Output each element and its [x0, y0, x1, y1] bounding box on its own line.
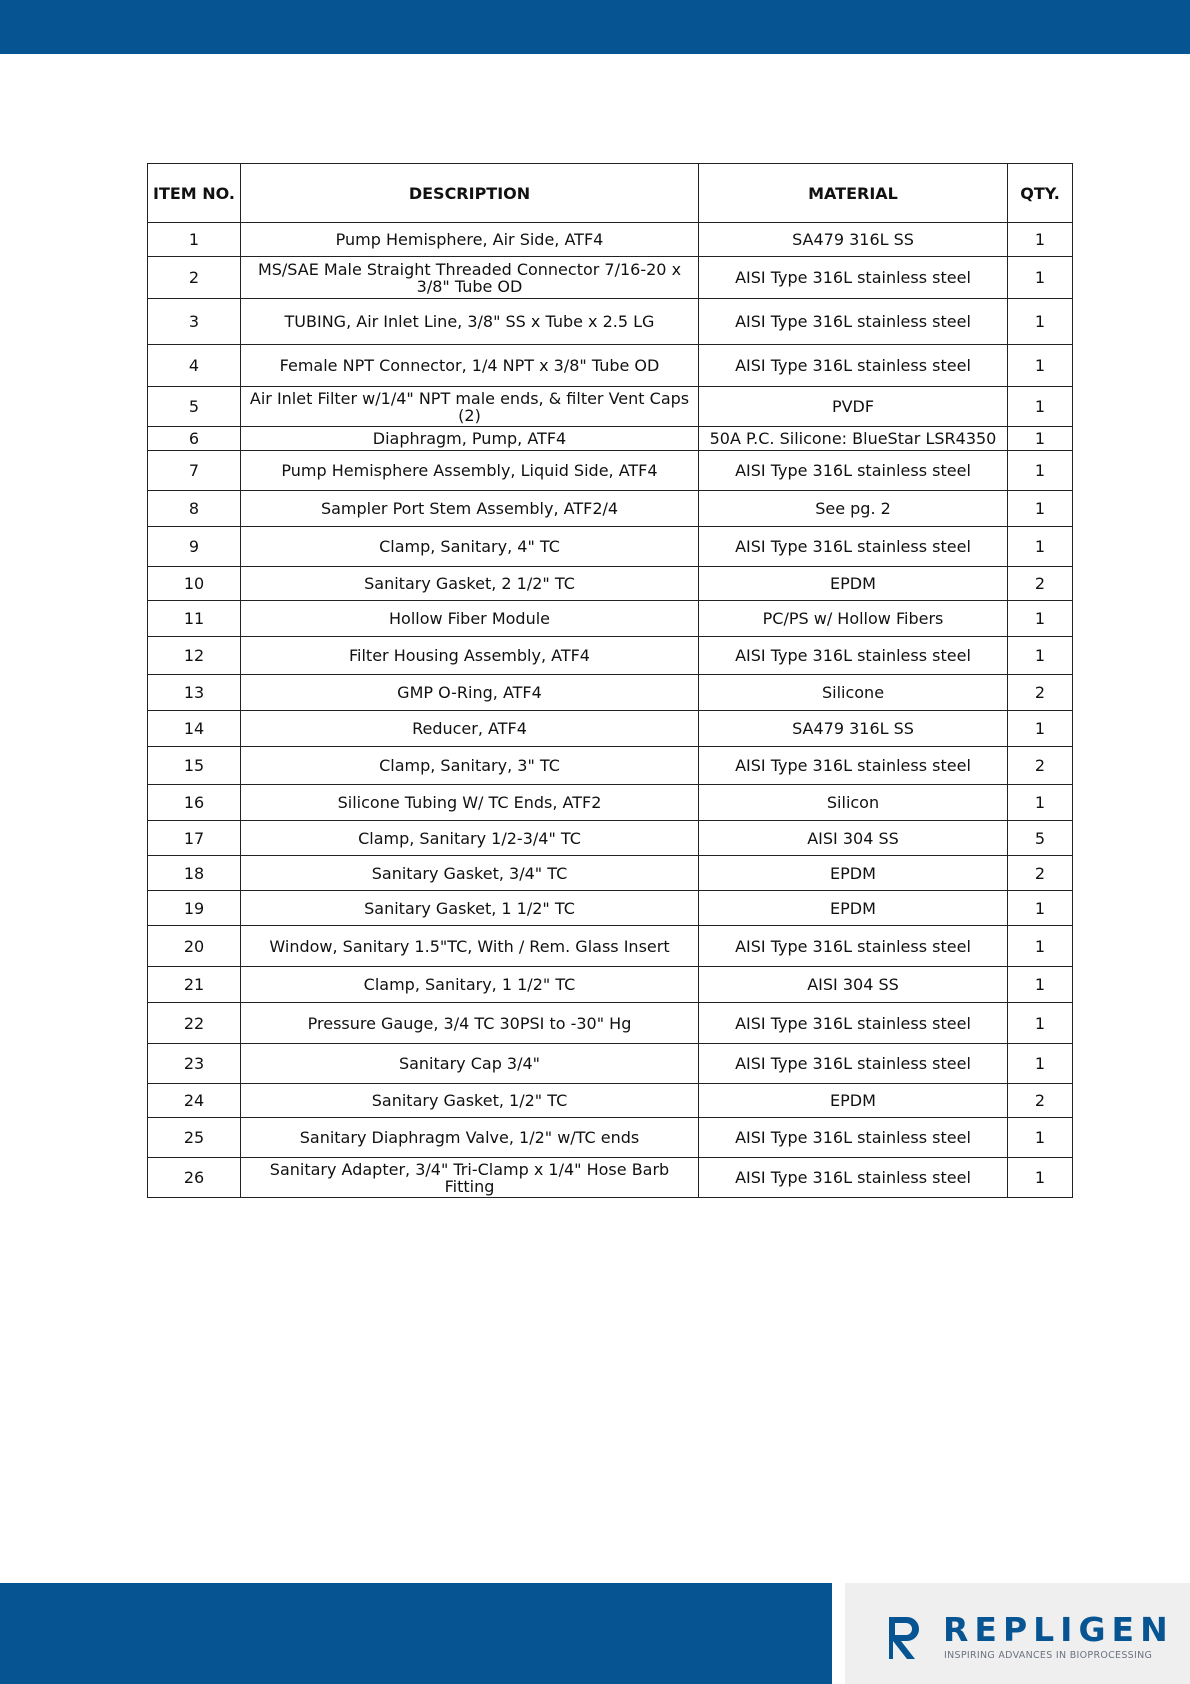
cell-qty: 1: [1008, 785, 1073, 821]
table-row: [148, 1003, 1073, 1044]
cell-qty: 2: [1008, 675, 1073, 711]
cell-item-no: 13: [148, 675, 241, 711]
table-row: [148, 257, 1073, 299]
cell-qty: 1: [1008, 527, 1073, 567]
cell-item-no: 6: [148, 427, 241, 451]
cell-item-no: 5: [148, 387, 241, 427]
cell-material: EPDM: [699, 856, 1008, 891]
table-row: [148, 637, 1073, 675]
header-item-no: ITEM NO.: [148, 164, 241, 223]
cell-material: AISI Type 316L stainless steel: [699, 1044, 1008, 1084]
cell-material: AISI 304 SS: [699, 967, 1008, 1003]
cell-qty: 1: [1008, 387, 1073, 427]
table-row: [148, 345, 1073, 387]
cell-qty: 2: [1008, 747, 1073, 785]
cell-material: SA479 316L SS: [699, 711, 1008, 747]
header-description: DESCRIPTION: [241, 164, 699, 223]
cell-description: Sanitary Gasket, 3/4" TC: [241, 856, 699, 891]
cell-qty: 1: [1008, 1158, 1073, 1198]
cell-material: AISI Type 316L stainless steel: [699, 1118, 1008, 1158]
table-row: [148, 747, 1073, 785]
cell-material: PC/PS w/ Hollow Fibers: [699, 601, 1008, 637]
cell-description: Air Inlet Filter w/1/4" NPT male ends, & filter Vent Caps (2): [241, 387, 699, 427]
cell-description: Reducer, ATF4: [241, 711, 699, 747]
header-material: MATERIAL: [699, 164, 1008, 223]
cell-qty: 2: [1008, 1084, 1073, 1118]
cell-description: Window, Sanitary 1.5"TC, With / Rem. Glass Insert: [241, 926, 699, 967]
cell-qty: 1: [1008, 1044, 1073, 1084]
table-row: [148, 675, 1073, 711]
cell-item-no: 26: [148, 1158, 241, 1198]
cell-description: Silicone Tubing W/ TC Ends, ATF2: [241, 785, 699, 821]
cell-description: Clamp, Sanitary, 3" TC: [241, 747, 699, 785]
cell-item-no: 7: [148, 451, 241, 491]
cell-material: AISI Type 316L stainless steel: [699, 1158, 1008, 1198]
cell-description: Clamp, Sanitary, 1 1/2" TC: [241, 967, 699, 1003]
cell-material: PVDF: [699, 387, 1008, 427]
cell-material: AISI Type 316L stainless steel: [699, 527, 1008, 567]
cell-qty: 1: [1008, 1118, 1073, 1158]
cell-qty: 2: [1008, 567, 1073, 601]
header-qty: QTY.: [1008, 164, 1073, 223]
footer-bar: [0, 1583, 832, 1684]
cell-qty: 2: [1008, 856, 1073, 891]
table-row: [148, 1044, 1073, 1084]
cell-description: Clamp, Sanitary 1/2-3/4" TC: [241, 821, 699, 856]
cell-qty: 1: [1008, 1003, 1073, 1044]
cell-material: AISI Type 316L stainless steel: [699, 451, 1008, 491]
cell-material: AISI Type 316L stainless steel: [699, 257, 1008, 299]
cell-item-no: 18: [148, 856, 241, 891]
cell-description: Female NPT Connector, 1/4 NPT x 3/8" Tube OD: [241, 345, 699, 387]
brand-tagline: INSPIRING ADVANCES IN BIOPROCESSING: [944, 1650, 1153, 1661]
cell-qty: 1: [1008, 926, 1073, 967]
cell-material: SA479 316L SS: [699, 223, 1008, 257]
cell-qty: 1: [1008, 637, 1073, 675]
cell-qty: 1: [1008, 427, 1073, 451]
cell-description: Diaphragm, Pump, ATF4: [241, 427, 699, 451]
cell-description: Sanitary Diaphragm Valve, 1/2" w/TC ends: [241, 1118, 699, 1158]
cell-description: Sanitary Gasket, 1 1/2" TC: [241, 891, 699, 926]
table-row: [148, 891, 1073, 926]
cell-qty: 1: [1008, 223, 1073, 257]
cell-item-no: 23: [148, 1044, 241, 1084]
table-row: [148, 427, 1073, 451]
cell-description: Pump Hemisphere, Air Side, ATF4: [241, 223, 699, 257]
cell-qty: 1: [1008, 257, 1073, 299]
cell-material: AISI Type 316L stainless steel: [699, 637, 1008, 675]
repligen-logo-icon: [885, 1613, 925, 1661]
cell-description: Filter Housing Assembly, ATF4: [241, 637, 699, 675]
cell-item-no: 1: [148, 223, 241, 257]
cell-material: EPDM: [699, 1084, 1008, 1118]
table-row: [148, 527, 1073, 567]
table-row: [148, 1158, 1073, 1198]
cell-material: AISI 304 SS: [699, 821, 1008, 856]
cell-item-no: 20: [148, 926, 241, 967]
cell-item-no: 19: [148, 891, 241, 926]
brand-name: REPLIGEN: [943, 1610, 1174, 1649]
cell-material: Silicon: [699, 785, 1008, 821]
cell-item-no: 24: [148, 1084, 241, 1118]
cell-item-no: 10: [148, 567, 241, 601]
cell-item-no: 9: [148, 527, 241, 567]
cell-material: AISI Type 316L stainless steel: [699, 747, 1008, 785]
cell-qty: 1: [1008, 711, 1073, 747]
cell-qty: 1: [1008, 345, 1073, 387]
cell-description: Clamp, Sanitary, 4" TC: [241, 527, 699, 567]
cell-item-no: 17: [148, 821, 241, 856]
cell-item-no: 2: [148, 257, 241, 299]
cell-description: Sanitary Gasket, 1/2" TC: [241, 1084, 699, 1118]
table-row: [148, 223, 1073, 257]
table-row: [148, 567, 1073, 601]
cell-description: Pressure Gauge, 3/4 TC 30PSI to -30" Hg: [241, 1003, 699, 1044]
cell-item-no: 3: [148, 299, 241, 345]
table-row: [148, 821, 1073, 856]
table-row: [148, 926, 1073, 967]
cell-description: MS/SAE Male Straight Threaded Connector 7/16-20 x 3/8" Tube OD: [241, 257, 699, 299]
cell-item-no: 14: [148, 711, 241, 747]
parts-table: [147, 163, 1073, 1198]
cell-qty: 1: [1008, 299, 1073, 345]
cell-item-no: 4: [148, 345, 241, 387]
cell-item-no: 21: [148, 967, 241, 1003]
table-row: [148, 491, 1073, 527]
cell-material: Silicone: [699, 675, 1008, 711]
cell-qty: 1: [1008, 601, 1073, 637]
cell-material: See pg. 2: [699, 491, 1008, 527]
cell-item-no: 15: [148, 747, 241, 785]
cell-description: Sampler Port Stem Assembly, ATF2/4: [241, 491, 699, 527]
cell-qty: 1: [1008, 491, 1073, 527]
cell-material: AISI Type 316L stainless steel: [699, 1003, 1008, 1044]
cell-description: Hollow Fiber Module: [241, 601, 699, 637]
table-row: [148, 711, 1073, 747]
cell-qty: 1: [1008, 967, 1073, 1003]
cell-qty: 1: [1008, 891, 1073, 926]
table-row: [148, 1118, 1073, 1158]
cell-item-no: 25: [148, 1118, 241, 1158]
cell-description: Sanitary Gasket, 2 1/2" TC: [241, 567, 699, 601]
table-row: [148, 967, 1073, 1003]
footer-logo-panel: [845, 1583, 1190, 1684]
header-bar: [0, 0, 1190, 54]
cell-material: EPDM: [699, 567, 1008, 601]
table-row: [148, 601, 1073, 637]
cell-material: EPDM: [699, 891, 1008, 926]
cell-item-no: 8: [148, 491, 241, 527]
cell-item-no: 22: [148, 1003, 241, 1044]
table-row: [148, 785, 1073, 821]
cell-description: TUBING, Air Inlet Line, 3/8" SS x Tube x 2.5 LG: [241, 299, 699, 345]
cell-description: Sanitary Adapter, 3/4" Tri-Clamp x 1/4" Hose Barb Fitting: [241, 1158, 699, 1198]
cell-description: GMP O-Ring, ATF4: [241, 675, 699, 711]
table-row: [148, 299, 1073, 345]
table-row: [148, 387, 1073, 427]
cell-description: Pump Hemisphere Assembly, Liquid Side, ATF4: [241, 451, 699, 491]
cell-item-no: 12: [148, 637, 241, 675]
table-header-row: [148, 164, 1073, 223]
cell-material: AISI Type 316L stainless steel: [699, 345, 1008, 387]
cell-material: 50A P.C. Silicone: BlueStar LSR4350: [699, 427, 1008, 451]
table-row: [148, 451, 1073, 491]
cell-item-no: 11: [148, 601, 241, 637]
cell-material: AISI Type 316L stainless steel: [699, 299, 1008, 345]
cell-qty: 5: [1008, 821, 1073, 856]
cell-description: Sanitary Cap 3/4": [241, 1044, 699, 1084]
table-body: [148, 223, 1073, 1198]
cell-material: AISI Type 316L stainless steel: [699, 926, 1008, 967]
cell-item-no: 16: [148, 785, 241, 821]
cell-qty: 1: [1008, 451, 1073, 491]
table-row: [148, 856, 1073, 891]
table-row: [148, 1084, 1073, 1118]
